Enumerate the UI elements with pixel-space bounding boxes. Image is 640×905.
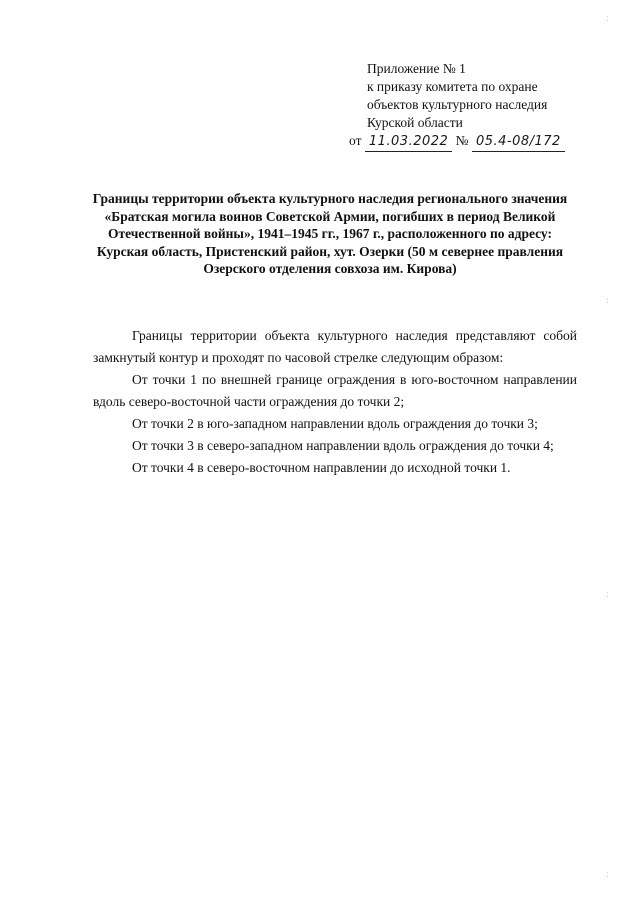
ref-number-label: № bbox=[455, 133, 469, 148]
appendix-header bbox=[367, 60, 547, 132]
document-title: Границы территории объекта культурного наследия регионального значения «Братская могила воинов Советской Армии, погибших в период Великой Отечественной войны», 1941–1945 гг., 1967 г., расположенного по адресу: Курская область, Пристенский район, хут. Озерки (50 м севернее правления Озерского отделения совхоза им. Кирова) bbox=[92, 191, 568, 276]
body-paragraph-intro: Границы территории объекта культурного наследия представляют собой замкнутый контур и проходят по часовой стрелке следующим образом: bbox=[93, 328, 577, 365]
order-number: 05.4-08/172 bbox=[472, 133, 565, 152]
order-date: 11.03.2022 bbox=[365, 133, 452, 152]
body-paragraph-point-3: От точки 3 в северо-западном направлении вдоль ограждения до точки 4; bbox=[132, 438, 554, 453]
body-paragraph-point-4: От точки 4 в северо-восточном направлении до исходной точки 1. bbox=[132, 460, 511, 475]
order-reference bbox=[349, 132, 565, 152]
appendix-region-line: Курской области bbox=[367, 115, 463, 130]
scan-artifact: : bbox=[606, 296, 610, 306]
body-paragraph-point-2: От точки 2 в юго-западном направлении вдоль ограждения до точки 3; bbox=[132, 416, 538, 431]
scan-artifact: : bbox=[606, 590, 610, 600]
scan-artifact: : bbox=[606, 14, 610, 24]
appendix-order-line: к приказу комитета по охране bbox=[367, 79, 538, 94]
appendix-committee-line: объектов культурного наследия bbox=[367, 97, 548, 112]
appendix-title: Приложение № 1 bbox=[367, 61, 466, 76]
body-paragraph-point-1: От точки 1 по внешней границе ограждения в юго-восточном направлении вдоль северо-восточной части ограждения до точки 2; bbox=[93, 372, 577, 409]
scan-artifact: : bbox=[606, 870, 610, 880]
document-body bbox=[93, 325, 577, 479]
ref-from-label: от bbox=[349, 133, 362, 148]
